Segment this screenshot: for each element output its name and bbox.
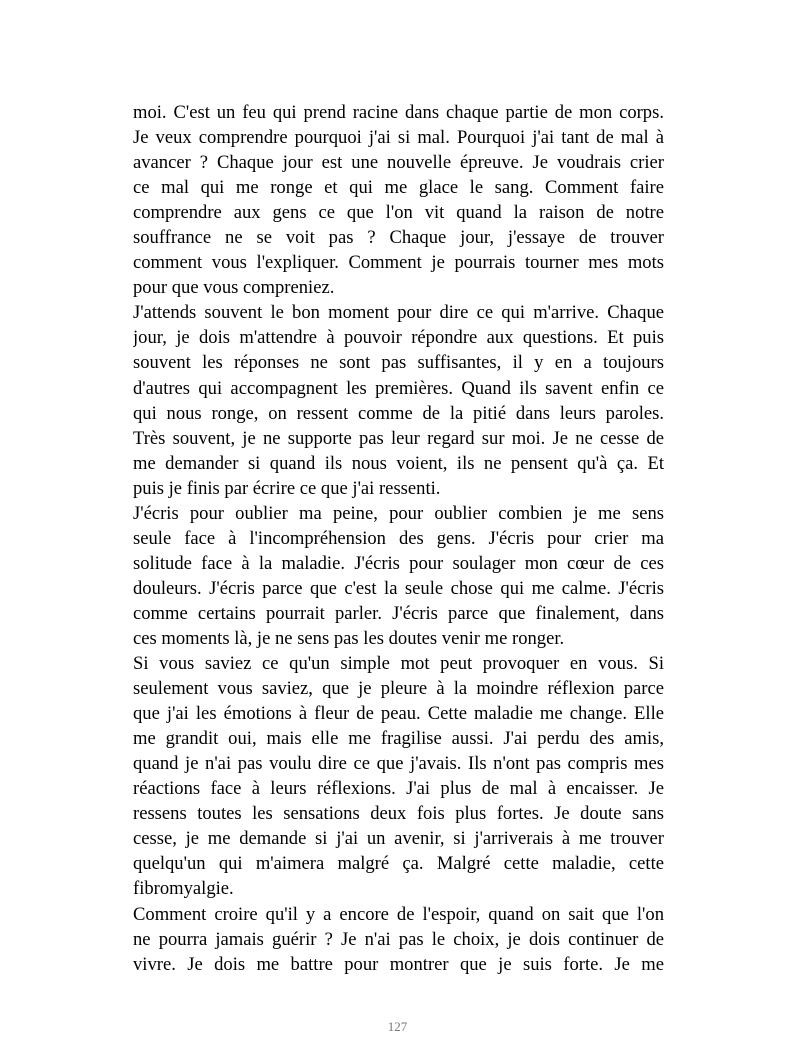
paragraph (133, 651, 664, 901)
text-line: quand je n'ai pas voulu dire ce que j'avais. Ils n'ont pas compris mes (133, 753, 664, 775)
text-line: d'autres qui accompagnent les premières. Quand ils savent enfin ce (133, 377, 664, 399)
paragraph (133, 501, 664, 651)
paragraph (133, 300, 664, 500)
text-line: Si vous saviez ce qu'un simple mot peut provoquer en vous. Si (133, 653, 664, 675)
text-line: moi. C'est un feu qui prend racine dans chaque partie de mon corps. (133, 102, 664, 123)
text-line: solitude face à la maladie. J'écris pour soulager mon cœur de ces (133, 552, 664, 574)
text-line: ressens toutes les sensations deux fois plus fortes. Je doute sans (133, 803, 664, 825)
page-number: 127 (387, 1019, 408, 1034)
text-line: Comment croire qu'il y a encore de l'espoir, quand on sait que l'on (133, 903, 664, 925)
text-line: ces moments là, je ne sens pas les doutes venir me ronger. (133, 627, 565, 649)
text-line: comprendre aux gens ce que l'on vit quand la raison de notre (133, 202, 664, 224)
paragraph (133, 100, 664, 300)
text-line: J'écris pour oublier ma peine, pour oublier combien je me sens (133, 502, 664, 524)
text-line: quelqu'un qui m'aimera malgré ça. Malgré cette maladie, cette (133, 853, 664, 875)
paragraph (133, 902, 664, 977)
text-line: J'attends souvent le bon moment pour dire ce qui m'arrive. Chaque (133, 302, 664, 324)
text-line: me demander si quand ils nous voient, ils ne pensent qu'à ça. Et (133, 452, 664, 474)
text-line: cesse, je me demande si j'ai un avenir, si j'arriverais à me trouver (133, 828, 664, 850)
text-line: pour que vous compreniez. (133, 277, 335, 299)
text-line: Très souvent, je ne supporte pas leur regard sur moi. Je ne cesse de (133, 427, 664, 449)
text-line: qui nous ronge, on ressent comme de la pitié dans leurs paroles. (133, 402, 664, 424)
text-line: puis je finis par écrire ce que j'ai ressenti. (133, 477, 441, 499)
body-text (133, 100, 664, 977)
text-line: Je veux comprendre pourquoi j'ai si mal. Pourquoi j'ai tant de mal à (133, 127, 664, 149)
text-line: douleurs. J'écris parce que c'est la seule chose qui me calme. J'écris (133, 577, 664, 599)
text-line: fibromyalgie. (133, 878, 234, 900)
text-line: ne pourra jamais guérir ? Je n'ai pas le choix, je dois continuer de (133, 928, 664, 950)
text-line: seulement vous saviez, que je pleure à la moindre réflexion parce (133, 678, 664, 700)
text-line: ce mal qui me ronge et qui me glace le sang. Comment faire (133, 177, 664, 199)
text-line: comme certains pourrait parler. J'écris parce que finalement, dans (133, 602, 664, 624)
text-line: souffrance ne se voit pas ? Chaque jour, j'essaye de trouver (133, 227, 664, 249)
text-line: que j'ai les émotions à fleur de peau. Cette maladie me change. Elle (133, 703, 664, 725)
text-line: réactions face à leurs réflexions. J'ai plus de mal à encaisser. Je (133, 778, 664, 800)
text-line: jour, je dois m'attendre à pouvoir répondre aux questions. Et puis (133, 327, 664, 349)
text-line: souvent les réponses ne sont pas suffisantes, il y en a toujours (133, 352, 664, 374)
text-line: me grandit oui, mais elle me fragilise aussi. J'ai perdu des amis, (133, 728, 664, 750)
text-line: avancer ? Chaque jour est une nouvelle épreuve. Je voudrais crier (133, 152, 664, 174)
text-line: comment vous l'expliquer. Comment je pourrais tourner mes mots (133, 252, 664, 274)
text-line: vivre. Je dois me battre pour montrer que je suis forte. Je me (133, 953, 664, 975)
text-line: seule face à l'incompréhension des gens. J'écris pour crier ma (133, 527, 664, 549)
